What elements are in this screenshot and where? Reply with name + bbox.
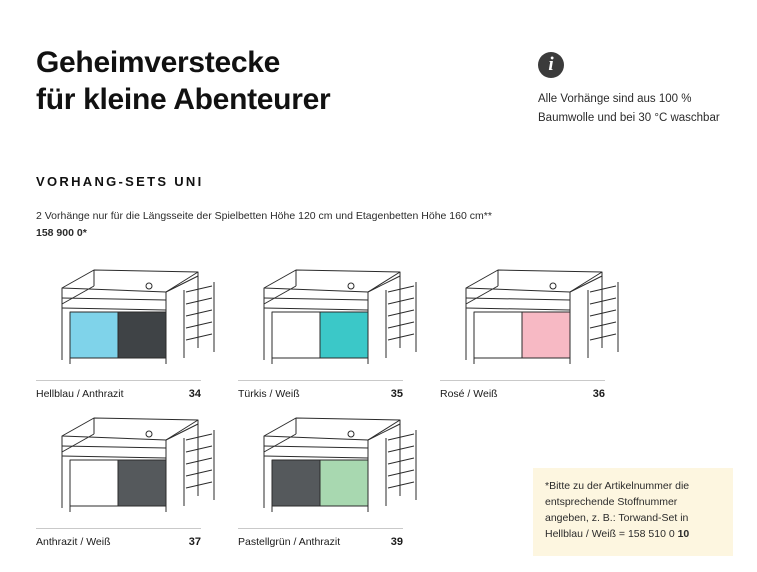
headline-line-2: für kleine Abenteurer	[36, 83, 331, 116]
product-card[interactable]	[238, 400, 448, 548]
section-article-number: 158 900 0*	[36, 227, 87, 239]
footnote-text: *Bitte zu der Artikelnummer die entsprechende Stoffnummer angeben, z. B.: Torwand-Set in Hellblau / Weiß = 158 510 0	[545, 480, 690, 540]
product-image	[36, 400, 246, 522]
info-icon: i	[538, 52, 564, 78]
product-number: 35	[390, 388, 403, 400]
footnote-box	[533, 468, 733, 556]
product-number: 37	[188, 536, 201, 548]
product-card[interactable]	[440, 252, 650, 400]
product-label: Anthrazit / Weiß	[36, 536, 111, 548]
product-card[interactable]	[36, 252, 246, 400]
product-label: Pastellgrün / Anthrazit	[238, 536, 341, 548]
info-block	[538, 52, 738, 128]
product-number: 39	[390, 536, 403, 548]
product-card[interactable]	[238, 252, 448, 400]
page-title	[36, 44, 506, 118]
product-caption	[440, 380, 605, 400]
section-description-text: 2 Vorhänge nur für die Längsseite der Spielbetten Höhe 120 cm und Etagenbetten Höhe 160 cm**	[36, 210, 492, 222]
headline-line-1: Geheimverstecke	[36, 46, 280, 79]
product-image	[238, 400, 448, 522]
product-label: Türkis / Weiß	[238, 388, 300, 400]
product-image	[36, 252, 246, 374]
product-caption	[238, 380, 403, 400]
section-title: VORHANG-SETS UNI	[36, 174, 204, 189]
section-description	[36, 208, 656, 242]
footnote-bold-number: 10	[677, 528, 690, 540]
product-card[interactable]	[36, 400, 246, 548]
product-image	[238, 252, 448, 374]
product-caption	[238, 528, 403, 548]
product-number: 34	[188, 388, 201, 400]
product-label: Hellblau / Anthrazit	[36, 388, 124, 400]
product-label: Rosé / Weiß	[440, 388, 498, 400]
product-image	[440, 252, 650, 374]
info-text: Alle Vorhänge sind aus 100 % Baumwolle und bei 30 °C waschbar	[538, 93, 720, 124]
product-number: 36	[592, 388, 605, 400]
product-caption	[36, 528, 201, 548]
product-caption	[36, 380, 201, 400]
